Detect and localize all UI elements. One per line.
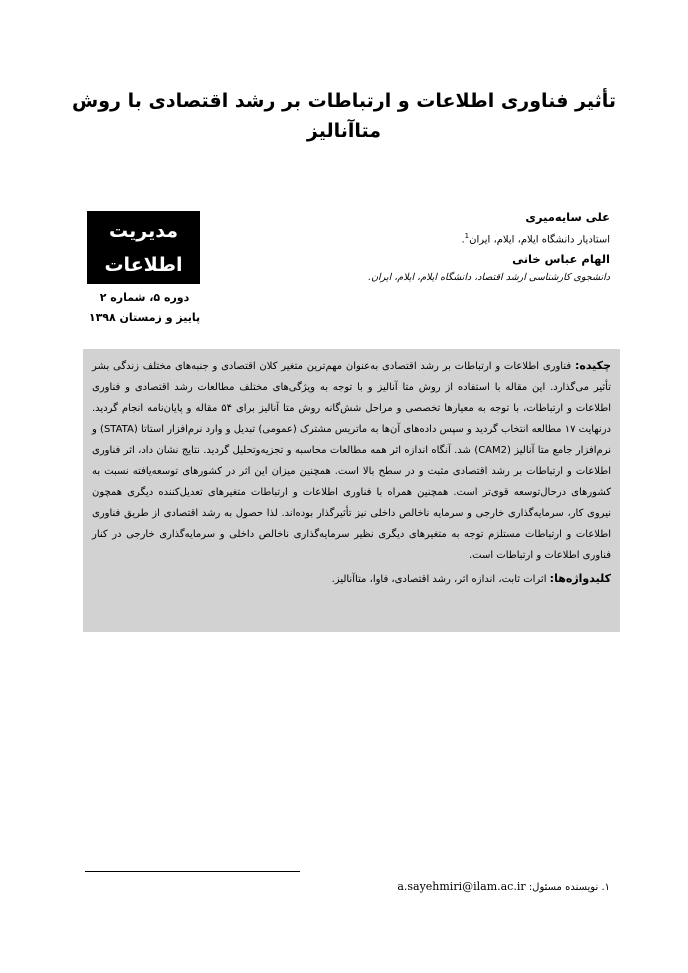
author-name-2: الهام عباس خانی bbox=[512, 252, 610, 267]
journal-name-line2: اطلاعات bbox=[104, 254, 183, 276]
abstract-label: چکیده: bbox=[574, 359, 611, 372]
issue-volume: دوره ۵، شماره ۲ bbox=[99, 291, 190, 304]
abstract-paragraph bbox=[92, 355, 611, 566]
keywords-line bbox=[92, 568, 611, 590]
author-affiliation-1: استادیار دانشگاه ایلام، ایلام، ایران$^1$. bbox=[461, 232, 610, 246]
abstract-text: فناوری اطلاعات و ارتباطات بر رشد اقتصادی به‌عنوان مهم‌ترین متغیر کلان اقتصادی و جنبه‌های مختلف زندگی بشر تأثیر می‌گذارد. این مقاله با استفاده از روش متا آنالیز و با توجه به ویژگی‌های مختلف مطالعات رشد اقتصادی و فناوری اطلاعات و ارتباطات، با توجه به معیارها تخصصی و مراحل شش‌گانه روش متا آنالیز برای ۵۴ مقاله و پایان‌نامه انجام گردید. درنهایت ۱۷ مطالعه انتخاب گردید و سپس داده‌های آن‌ها به ماتریس مشترک (عمومی) تبدیل و وارد نرم‌افزار استاتا (STATA) و نرم‌افزار جامع متا آنالیز (CAM2) شد. آنگاه اندازه اثر همه مطالعات محاسبه و تجزیه‌وتحلیل گردید. نتایج نشان داد، اثر فناوری اطلاعات و ارتباطات بر رشد اقتصادی مثبت و در سطح بالا است. همچنین میزان این اثر در کشورهای توسعه‌یافته نسبت به کشورهای درحال‌توسعه قوی‌تر است. همچنین همراه با فناوری اطلاعات و ارتباطات متغیرهای تعدیل‌کننده دیگری همچون نیروی کار، سرمایه‌گذاری خارجی و سرمایه ناخالص داخلی نیز تأثیرگذار بوده‌اند. لذا حصول به رشد اقتصادی از طریق فناوری اطلاعات و ارتباطات مستلزم توجه به متغیرهای دیگری نظیر سرمایه‌گذاری ناخالص داخلی و سرمایه‌گذاری خارجی در کنار فناوری اطلاعات و ارتباطات است. bbox=[92, 361, 612, 561]
author-name-1: علی سایه‌میری bbox=[525, 210, 610, 224]
issue-season-year: پاییز و زمستان ۱۳۹۸ bbox=[88, 311, 201, 324]
affiliation-text-1: استادیار دانشگاه ایلام، ایلام، ایران bbox=[469, 234, 610, 246]
footnote-marker: ۱. bbox=[601, 882, 610, 893]
journal-logo-box bbox=[87, 211, 200, 284]
paper-title: تأثیر فناوری اطلاعات و ارتباطات بر رشد اقتصادی با روش متاآنالیز bbox=[72, 90, 616, 142]
footnote-mark: 1 bbox=[464, 232, 470, 240]
footnote-divider bbox=[85, 871, 300, 872]
keywords-label: کلیدواژه‌ها: bbox=[549, 572, 611, 585]
journal-name-line1: مدیریت bbox=[109, 220, 178, 242]
keywords-text: اثرات ثابت، اندازه اثر، رشد اقتصادی، فاوا، متاآنالیز. bbox=[331, 574, 550, 585]
abstract-box bbox=[83, 349, 620, 632]
issue-info bbox=[72, 288, 217, 328]
author-affiliation-2: دانشجوی کارشناسی ارشد اقتصاد، دانشگاه ایلام، ایلام، ایران. bbox=[368, 272, 610, 284]
footnote-label: نویسنده مسئول: bbox=[528, 882, 599, 893]
footnote bbox=[340, 879, 610, 896]
authors-block bbox=[310, 206, 610, 286]
corresponding-email: a.sayehmiri@ilam.ac.ir bbox=[397, 880, 526, 893]
